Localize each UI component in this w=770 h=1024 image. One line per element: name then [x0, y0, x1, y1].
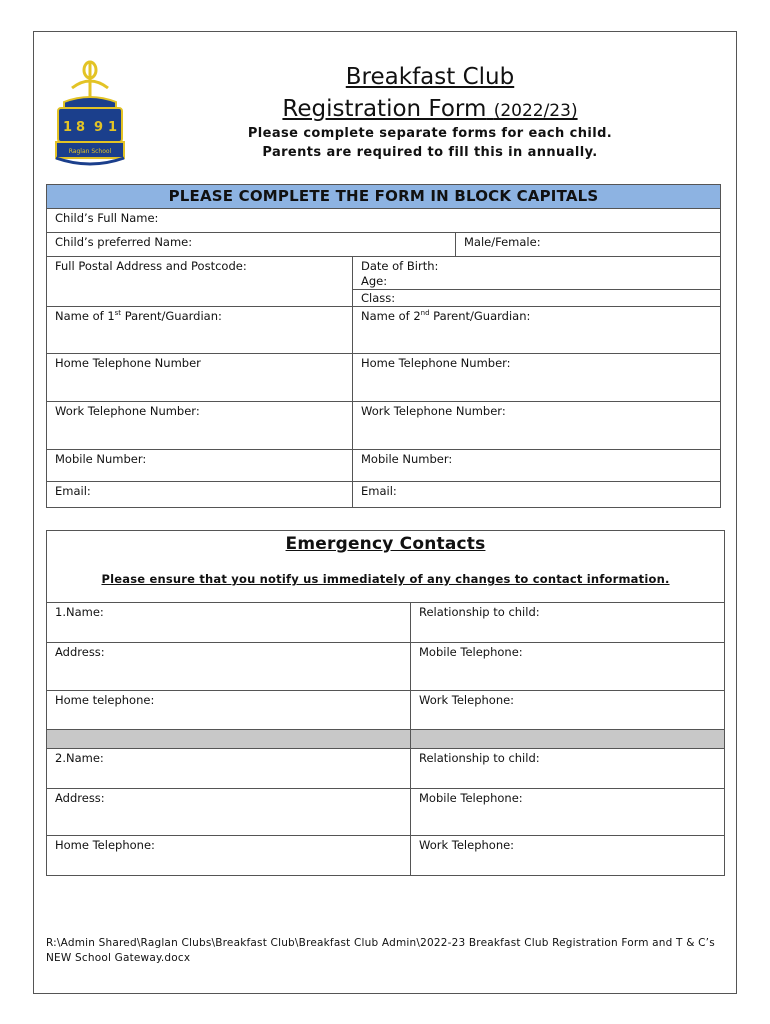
- emergency-contacts-note: Please ensure that you notify us immediately of any changes to contact information.: [101, 572, 670, 586]
- contact2-address-field[interactable]: Address:: [46, 788, 411, 836]
- childs-full-name-field[interactable]: Child’s Full Name:: [46, 208, 721, 233]
- parent2-email-field[interactable]: Email:: [352, 481, 721, 508]
- contact1-address-field[interactable]: Address:: [46, 642, 411, 691]
- class-field[interactable]: Class:: [352, 289, 721, 307]
- childs-preferred-name-field[interactable]: Child’s preferred Name:: [46, 232, 456, 257]
- dob-age-field[interactable]: [352, 256, 721, 290]
- document-file-path: R:\Admin Shared\Raglan Clubs\Breakfast Club\Breakfast Club Admin\2022-23 Breakfast Club Registration Form and T & C’s NEW School Gateway.docx: [46, 937, 715, 964]
- contact1-home-telephone-field[interactable]: Home telephone:: [46, 690, 411, 730]
- gender-field[interactable]: Male/Female:: [455, 232, 721, 257]
- emergency-contacts-title: Emergency Contacts: [285, 534, 486, 554]
- contact2-name-field[interactable]: 2.Name:: [46, 748, 411, 789]
- parent1-home-telephone-field[interactable]: Home Telephone Number: [46, 353, 353, 402]
- parent1-email-field[interactable]: Email:: [46, 481, 353, 508]
- form-year: (2022/23): [493, 101, 578, 121]
- parent1-work-telephone-field[interactable]: Work Telephone Number:: [46, 401, 353, 450]
- parent2-work-telephone-field[interactable]: Work Telephone Number:: [352, 401, 721, 450]
- logo-digit-4: 1: [108, 120, 118, 135]
- contact1-relationship-field[interactable]: Relationship to child:: [410, 602, 725, 643]
- parent1-mobile-field[interactable]: Mobile Number:: [46, 449, 353, 482]
- parent2-mobile-field[interactable]: Mobile Number:: [352, 449, 721, 482]
- contact2-work-telephone-field[interactable]: Work Telephone:: [410, 835, 725, 876]
- contact1-work-telephone-field[interactable]: Work Telephone:: [410, 690, 725, 730]
- dob-label: Date of Birth:: [361, 259, 439, 273]
- form-title: Breakfast Club: [345, 64, 515, 90]
- logo-digit-2: 8: [76, 120, 86, 135]
- age-label: Age:: [361, 274, 388, 288]
- block-capitals-banner: PLEASE COMPLETE THE FORM IN BLOCK CAPITALS: [46, 184, 721, 209]
- contact1-mobile-field[interactable]: Mobile Telephone:: [410, 642, 725, 691]
- instruction-line-1: Please complete separate forms for each child.: [247, 126, 613, 141]
- contact2-home-telephone-field[interactable]: Home Telephone:: [46, 835, 411, 876]
- parent1-name-field[interactable]: Name of 1st Parent/Guardian:: [46, 306, 353, 354]
- school-crest-logo: [50, 60, 130, 168]
- contact2-mobile-field[interactable]: Mobile Telephone:: [410, 788, 725, 836]
- separator-row-right: [410, 729, 725, 749]
- logo-digit-1: 1: [63, 120, 73, 135]
- form-subtitle-title: Registration Form (2022/23): [282, 96, 578, 122]
- separator-row-left: [46, 729, 411, 749]
- logo-digit-3: 9: [94, 120, 104, 135]
- contact1-name-field[interactable]: 1.Name:: [46, 602, 411, 643]
- contact2-relationship-field[interactable]: Relationship to child:: [410, 748, 725, 789]
- logo-school-name: Raglan School: [68, 148, 112, 155]
- postal-address-field[interactable]: Full Postal Address and Postcode:: [46, 256, 353, 307]
- parent2-home-telephone-field[interactable]: Home Telephone Number:: [352, 353, 721, 402]
- instruction-line-2: Parents are required to fill this in annually.: [262, 145, 598, 160]
- parent2-name-field[interactable]: Name of 2nd Parent/Guardian:: [352, 306, 721, 354]
